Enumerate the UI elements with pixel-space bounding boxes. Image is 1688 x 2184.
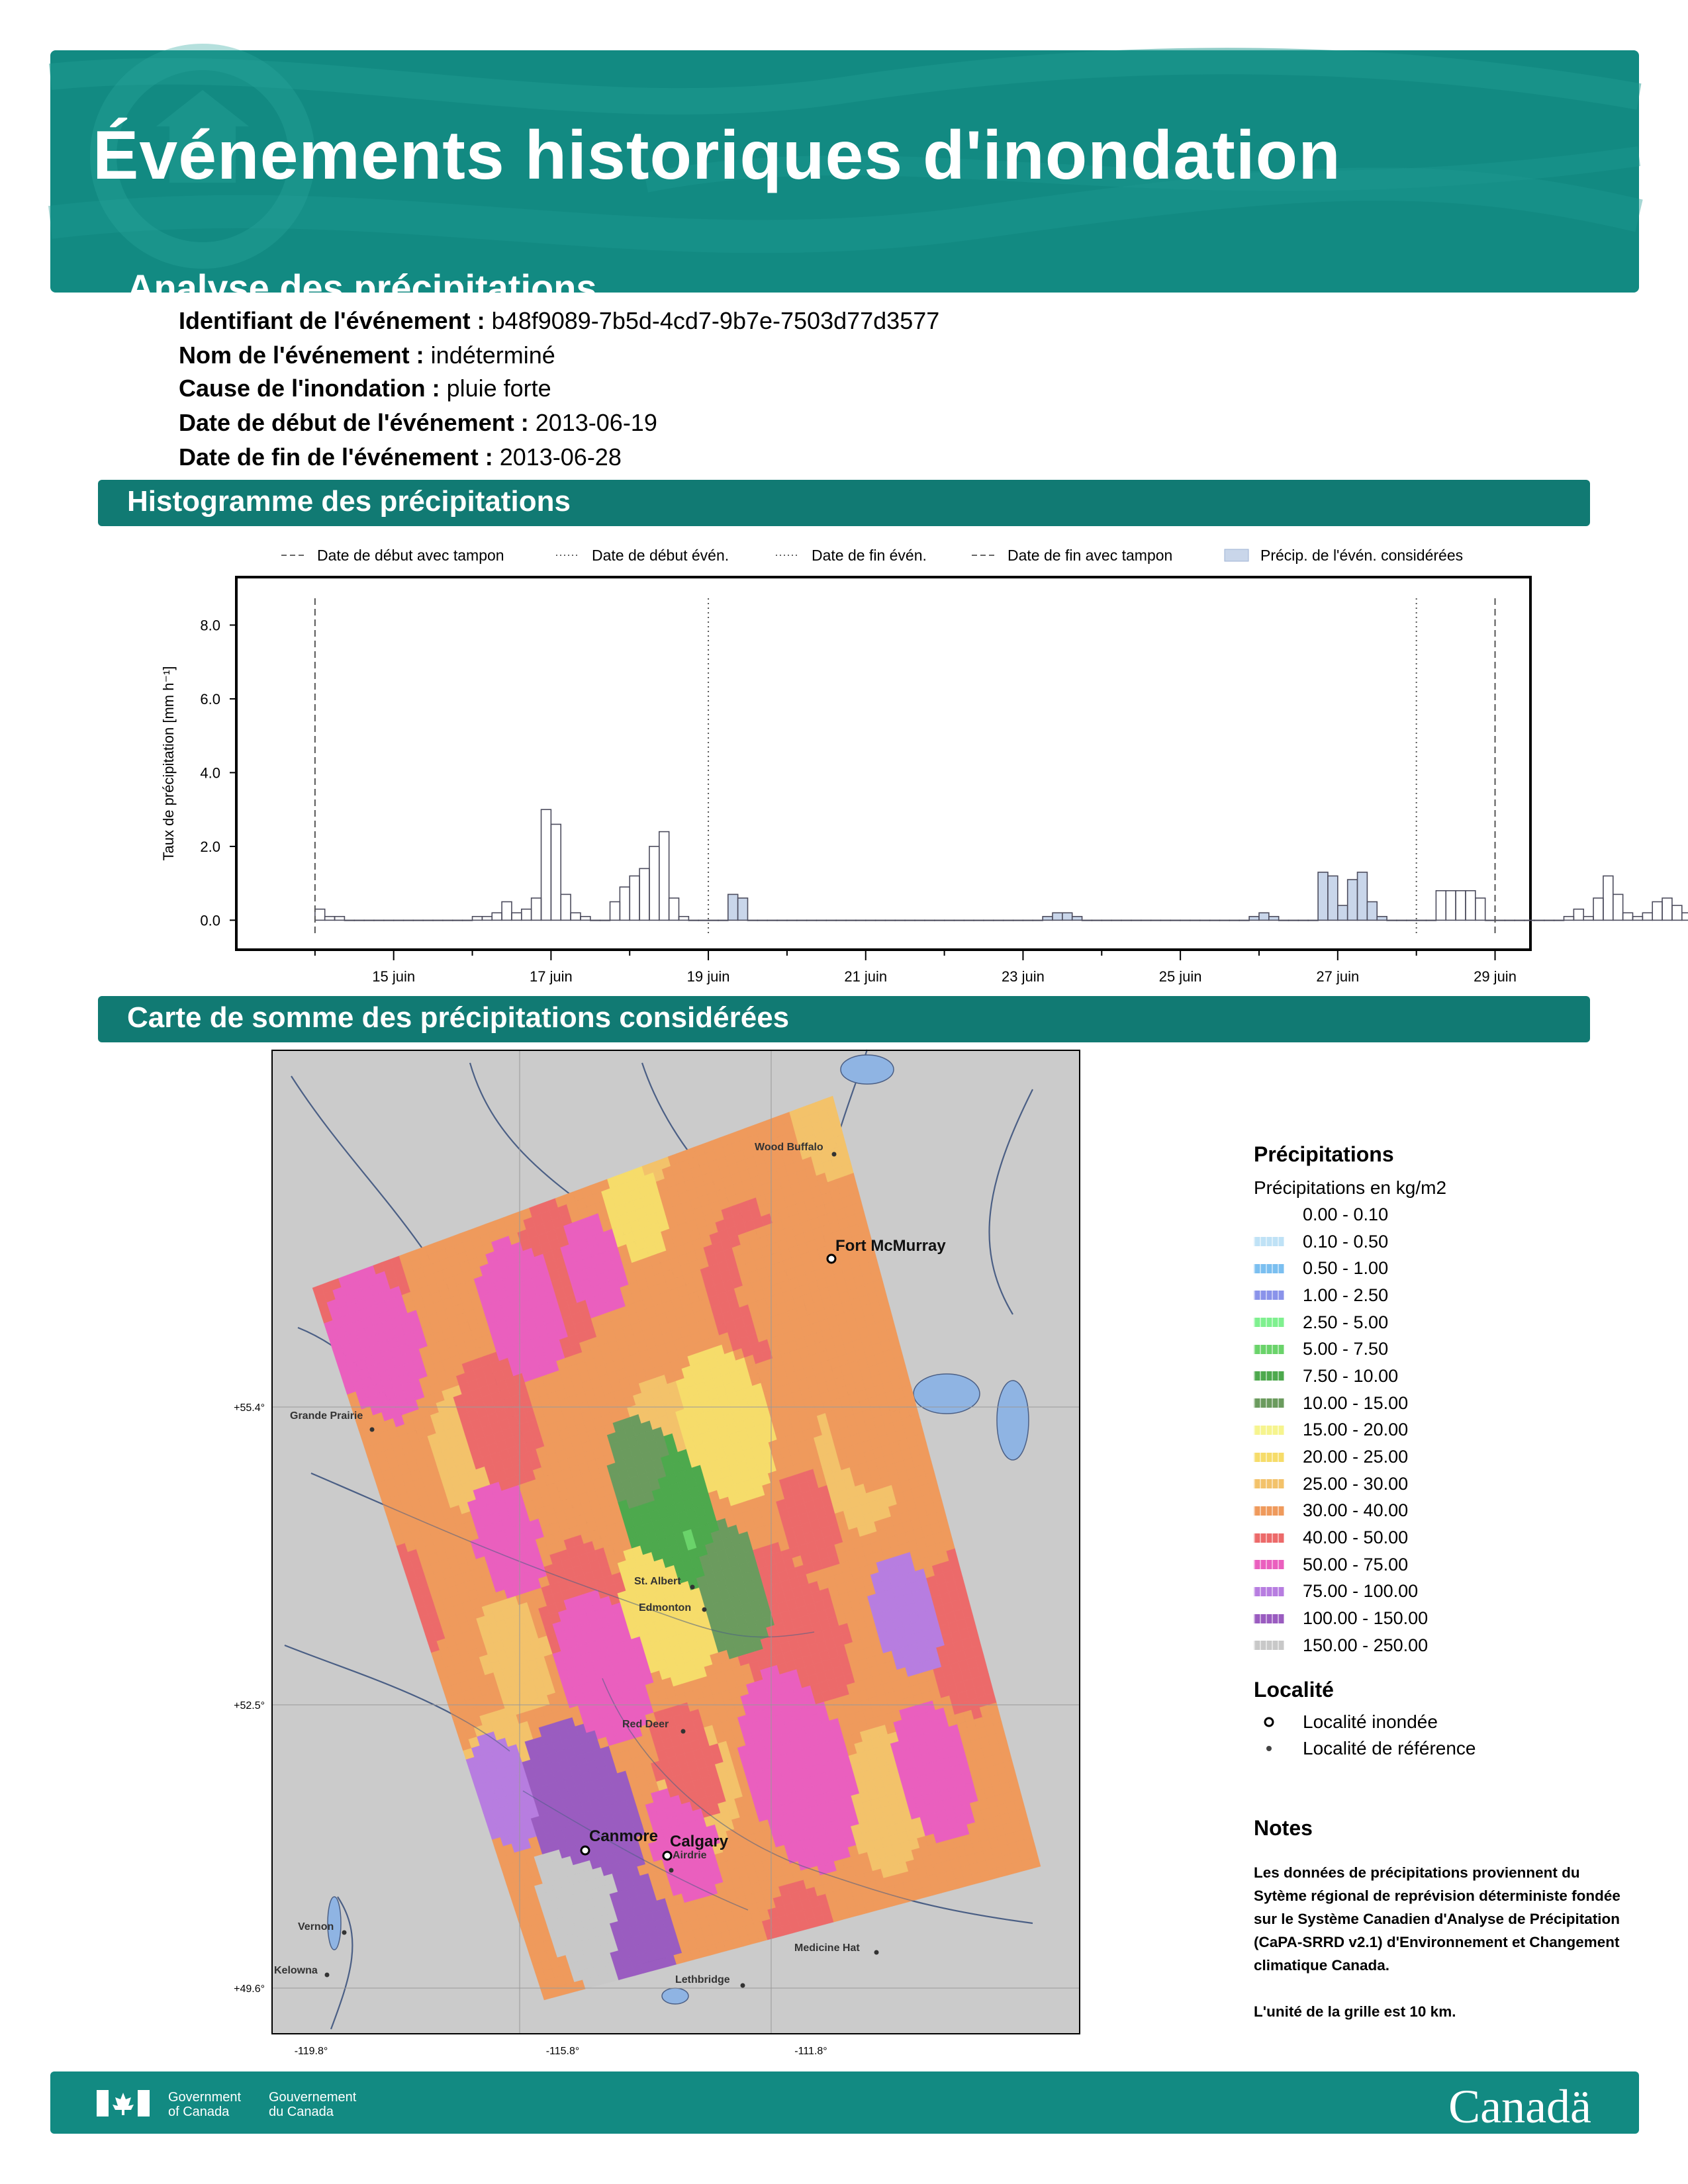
precip-bar [816, 920, 826, 921]
y-tick-label: 6.0 [200, 690, 220, 707]
precip-bar [1505, 920, 1515, 921]
header-banner [50, 50, 1639, 308]
precip-bar [925, 920, 935, 921]
precip-bar [1072, 917, 1082, 921]
precip-bar [964, 920, 974, 921]
precip-bar [905, 920, 915, 921]
legend-label: Date de début évén. [592, 547, 729, 564]
precip-bar [1593, 898, 1603, 920]
precip-bar [1249, 917, 1259, 921]
lake-shape [841, 1055, 894, 1084]
precip-bar [895, 920, 905, 921]
legend-label: Précip. de l'évén. considérées [1260, 547, 1464, 564]
precip-bar [826, 920, 836, 921]
precip-bar [1515, 920, 1524, 921]
precip-bar [738, 898, 748, 920]
precip-bar [846, 920, 856, 921]
precip-bar [994, 920, 1004, 921]
start-date-value: 2013-06-19 [535, 409, 657, 436]
precip-bar [364, 920, 374, 921]
precip-bar [1279, 920, 1289, 921]
precip-bar [1239, 920, 1249, 921]
precip-bar [688, 920, 698, 921]
precip-bar [541, 809, 551, 920]
end-date-value: 2013-06-28 [499, 443, 622, 471]
precip-bar [945, 920, 955, 921]
precip-bar [1367, 902, 1377, 921]
legend-swatch [1225, 549, 1248, 561]
x-tick-label: 15 juin [372, 968, 416, 985]
precip-bar [1397, 920, 1407, 921]
precip-bar [571, 913, 581, 920]
lake-shape [997, 1381, 1029, 1460]
precip-bar [344, 920, 354, 921]
precip-bar [1082, 920, 1092, 921]
precip-bar [767, 920, 777, 921]
event-name-value: indéterminé [430, 341, 555, 369]
precip-bar [404, 920, 414, 921]
precip-bar [1210, 920, 1220, 921]
start-date-label: Date de début de l'événement : [179, 409, 529, 436]
precip-bar [1269, 917, 1279, 921]
precip-bar [1436, 891, 1446, 921]
precip-bar [747, 920, 757, 921]
precip-bar [561, 894, 571, 920]
y-tick-label: 8.0 [200, 617, 220, 634]
x-tick-label: 29 juin [1474, 968, 1517, 985]
precip-bar [1632, 917, 1642, 921]
precip-bar [443, 920, 453, 921]
legend-label: Date de fin avec tampon [1008, 547, 1173, 564]
x-tick-label: 23 juin [1002, 968, 1045, 985]
precip-bar [974, 920, 984, 921]
precip-bar [1033, 920, 1043, 921]
precip-bar [620, 887, 630, 920]
precip-bar [1141, 920, 1151, 921]
y-tick-label: 0.0 [200, 912, 220, 929]
precip-bar [413, 920, 423, 921]
precip-bar [639, 868, 649, 920]
precip-bar [1407, 920, 1417, 921]
precip-bar [1298, 920, 1308, 921]
x-tick-label: 27 juin [1316, 968, 1360, 985]
precip-bar [1170, 920, 1180, 921]
precip-bar [1564, 917, 1574, 921]
precip-bar [1387, 920, 1397, 921]
precip-bar [1583, 917, 1593, 921]
precip-bar [1456, 891, 1466, 921]
precipitation-histogram [146, 536, 1562, 999]
precip-bar [512, 913, 522, 920]
legend-label: Date de début avec tampon [317, 547, 504, 564]
y-tick-label: 2.0 [200, 838, 220, 855]
precip-bar [885, 920, 895, 921]
precip-bar [1043, 917, 1053, 921]
lake-shape [662, 1988, 688, 2004]
precip-bar [1102, 920, 1111, 921]
precip-bar [954, 920, 964, 921]
chart-legend-item [1225, 547, 1463, 564]
precip-bar [728, 894, 738, 920]
chart-legend-item [776, 547, 927, 564]
precip-bar [630, 876, 639, 921]
precip-bar [492, 913, 502, 920]
precip-bar [1200, 920, 1210, 921]
precip-bar [787, 920, 797, 921]
precip-bar [797, 920, 807, 921]
histogram-section-title: Histogramme des précipitations [127, 485, 571, 518]
precip-bar [1573, 909, 1583, 921]
precip-bar [935, 920, 945, 921]
precip-bar [1427, 920, 1436, 921]
precip-bar [1623, 913, 1633, 920]
precip-bar [1062, 913, 1072, 920]
precip-bar [984, 920, 994, 921]
precip-bar [1377, 917, 1387, 921]
map-section-header [98, 996, 1590, 1042]
precip-bar [1004, 920, 1013, 921]
precip-bar [1160, 920, 1170, 921]
precip-bar [718, 920, 728, 921]
x-tick-label: 25 juin [1158, 968, 1202, 985]
precip-bar [1289, 920, 1299, 921]
precip-bar [836, 920, 846, 921]
precip-bar [1358, 872, 1368, 920]
event-name-row [179, 341, 555, 369]
precip-bar [581, 917, 590, 921]
precip-bar [453, 920, 463, 921]
precip-bar [1023, 920, 1033, 921]
precip-bar [1682, 913, 1688, 920]
precip-bar [1259, 913, 1269, 920]
precip-bar [1652, 902, 1662, 921]
event-name-label: Nom de l'événement : [179, 341, 424, 369]
precip-bar [1220, 920, 1230, 921]
precip-bar [1180, 920, 1190, 921]
precip-bar [433, 920, 443, 921]
lake-shape [914, 1374, 980, 1414]
precip-bar [522, 909, 532, 921]
precip-bar [1554, 920, 1564, 921]
precip-bar [335, 917, 345, 921]
precip-bar [1603, 876, 1613, 921]
precip-bar [374, 920, 384, 921]
precip-bar [876, 920, 886, 921]
precip-bar [1190, 920, 1200, 921]
x-tick-label: 17 juin [529, 968, 573, 985]
precip-bar [315, 909, 325, 921]
precip-bar [1672, 905, 1682, 920]
precip-bar [502, 902, 512, 921]
precip-bar [1417, 920, 1427, 921]
precip-bar [482, 917, 492, 921]
flood-cause-value: pluie forte [446, 375, 551, 402]
y-axis-label: Taux de précipitation [mm h⁻¹] [160, 666, 177, 861]
precip-bar [600, 920, 610, 921]
precip-bar [1613, 894, 1623, 920]
precip-bar [1662, 898, 1672, 920]
precip-bar [1013, 920, 1023, 921]
precip-bar [1151, 920, 1161, 921]
precip-bar [679, 917, 689, 921]
precip-bar [1466, 891, 1476, 921]
precip-bar [915, 920, 925, 921]
precip-bar [590, 920, 600, 921]
end-date-label: Date de fin de l'événement : [179, 443, 493, 471]
precip-bar [1229, 920, 1239, 921]
precip-bar [1348, 880, 1358, 920]
chart-legend-item [556, 547, 729, 564]
x-tick-label: 21 juin [844, 968, 888, 985]
precip-bar [807, 920, 817, 921]
chart-legend-item [972, 547, 1172, 564]
precipitation-sum-map [234, 1050, 1080, 2060]
precip-bar [1131, 920, 1141, 921]
precip-bar [1534, 920, 1544, 921]
event-id-row [179, 307, 939, 335]
map-section-title: Carte de somme des précipitations considérées [127, 1001, 790, 1034]
precip-bar [1308, 920, 1318, 921]
precip-bar [669, 898, 679, 920]
start-date-row [179, 409, 657, 437]
y-tick-label: 4.0 [200, 764, 220, 782]
precip-bar [1495, 920, 1505, 921]
x-tick-label: 19 juin [686, 968, 730, 985]
precip-bar [423, 920, 433, 921]
precip-bar [1092, 920, 1102, 921]
precip-bar [1485, 920, 1495, 921]
precip-bar [394, 920, 404, 921]
precip-bar [354, 920, 364, 921]
precip-bar [757, 920, 767, 921]
precip-bar [1111, 920, 1121, 921]
precip-bar [659, 832, 669, 921]
precip-bar [1338, 905, 1348, 920]
precip-bar [1476, 898, 1485, 920]
precip-bar [325, 917, 335, 921]
legend-label: Date de fin évén. [812, 547, 927, 564]
precip-bar [610, 902, 620, 921]
precip-bar [384, 920, 394, 921]
precip-bar [856, 920, 866, 921]
precip-bar [1053, 913, 1062, 920]
precip-bar [473, 917, 483, 921]
precip-bar [1446, 891, 1456, 921]
precip-bar [708, 920, 718, 921]
precip-bar [1328, 876, 1338, 921]
precip-bar [649, 846, 659, 920]
precip-bar [463, 920, 473, 921]
end-date-row [179, 443, 622, 471]
precip-bar [698, 920, 708, 921]
precip-bar [1524, 920, 1534, 921]
page-title: Événements historiques d'inondation [93, 117, 1341, 194]
precip-bar [1318, 872, 1328, 920]
precip-bar [532, 898, 541, 920]
precip-bar [777, 920, 787, 921]
event-id-label: Identifiant de l'événement : [179, 307, 485, 334]
page-subtitle: Analyse des précipitations [127, 267, 597, 308]
flood-cause-row [179, 375, 551, 402]
precip-bar [1544, 920, 1554, 921]
flood-cause-label: Cause de l'inondation : [179, 375, 440, 402]
histogram-section-header [98, 480, 1590, 526]
event-id-value: b48f9089-7b5d-4cd7-9b7e-7503d77d3577 [491, 307, 940, 334]
precip-bar [551, 824, 561, 920]
precip-bar [1121, 920, 1131, 921]
chart-legend-item [281, 547, 504, 564]
precip-bar [866, 920, 876, 921]
precip-bar [1642, 913, 1652, 920]
